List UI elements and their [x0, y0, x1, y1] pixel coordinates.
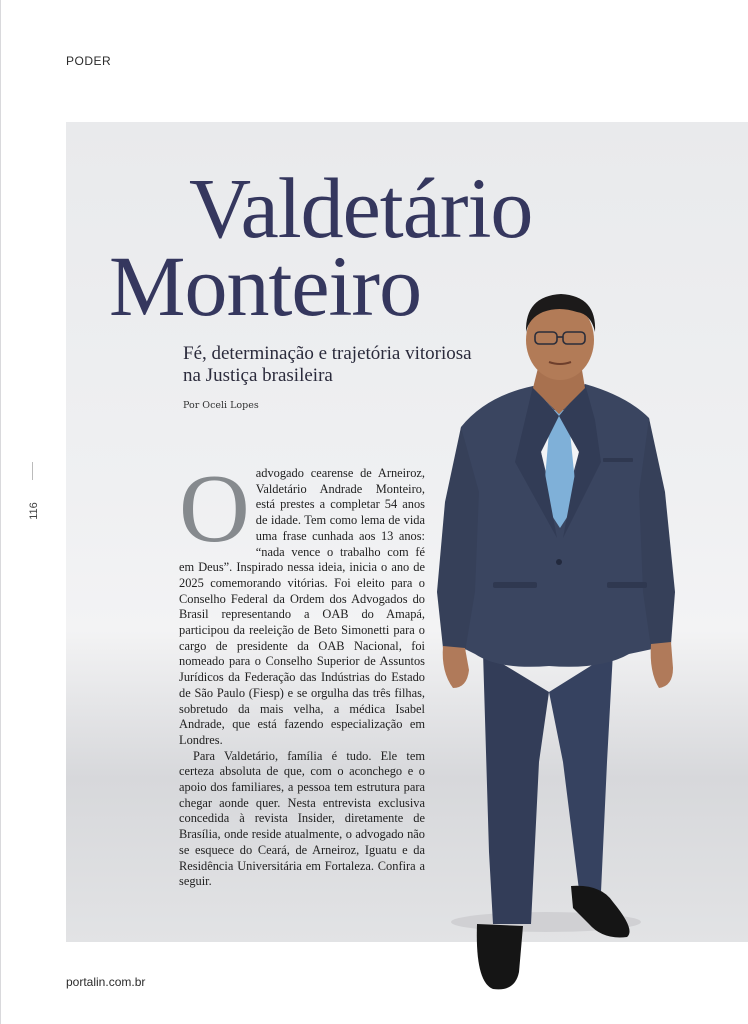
headline-last-name: Monteiro	[109, 238, 422, 334]
paragraph-1-text: advogado cearense de Arneiroz, Valdetário Andrade Monteiro, está prestes a completar 54 anos de idade. Tem como lema de vida uma frase cunhada aos 13 anos: “nada vence o trabalho com fé em Deus”. Inspirado nessa ideia, inicia o ano de 2025 comemorando vitórias. Foi eleito para o Conselho Federal da Ordem dos Advogados do Brasil representando a OAB do Amapá, participou da reeleição de Beto Simonetti para o cargo de presidente da OAB Nacional, foi nomeado para o Conselho Superior de Assuntos Jurídicos da Federação das Indústrias do Estado de São Paulo (Fiesp) e se orgulha das três filhas, sobretudo da mais velha, a médica Isabel Andrade, que está fazendo especialização em Londres.	[179, 466, 425, 747]
article-paragraph-2: Para Valdetário, família é tudo. Ele tem certeza absoluta de que, com o aconchego e o apoio dos familiares, a pessoa tem estrutura para chegar aonde quer. Nesta entrevista exclusiva concedida à revista Insider, diretamente de Brasília, onde reside atualmente, o advogado não se esquece do Ceará, de Arneiroz, Iguatu e da Residência Universitária em Fortaleza. Confira a seguir.	[179, 748, 425, 889]
footer-website[interactable]: portalin.com.br	[66, 975, 146, 989]
right-hand	[651, 642, 673, 688]
jacket-pocket-right	[607, 582, 647, 588]
subtitle: Fé, determinação e trajetória vitoriosa na Justiça brasileira	[183, 343, 472, 386]
breast-pocket	[603, 458, 633, 462]
jacket-button	[556, 559, 562, 565]
byline: Por Oceli Lopes	[183, 400, 259, 411]
page-number-rule	[32, 462, 33, 480]
right-trouser	[549, 652, 613, 892]
left-shoe	[477, 924, 523, 989]
jacket-pocket-left	[493, 582, 537, 588]
left-hand	[443, 646, 469, 688]
portrait-photo	[431, 292, 681, 997]
left-trouser	[483, 652, 549, 924]
article-body	[179, 455, 425, 890]
headline-first-name: Valdetário	[189, 160, 533, 256]
section-label: PODER	[66, 54, 112, 68]
page-number: 116	[28, 502, 40, 520]
drop-cap: O	[179, 455, 250, 563]
article-paragraph-1	[179, 455, 425, 749]
